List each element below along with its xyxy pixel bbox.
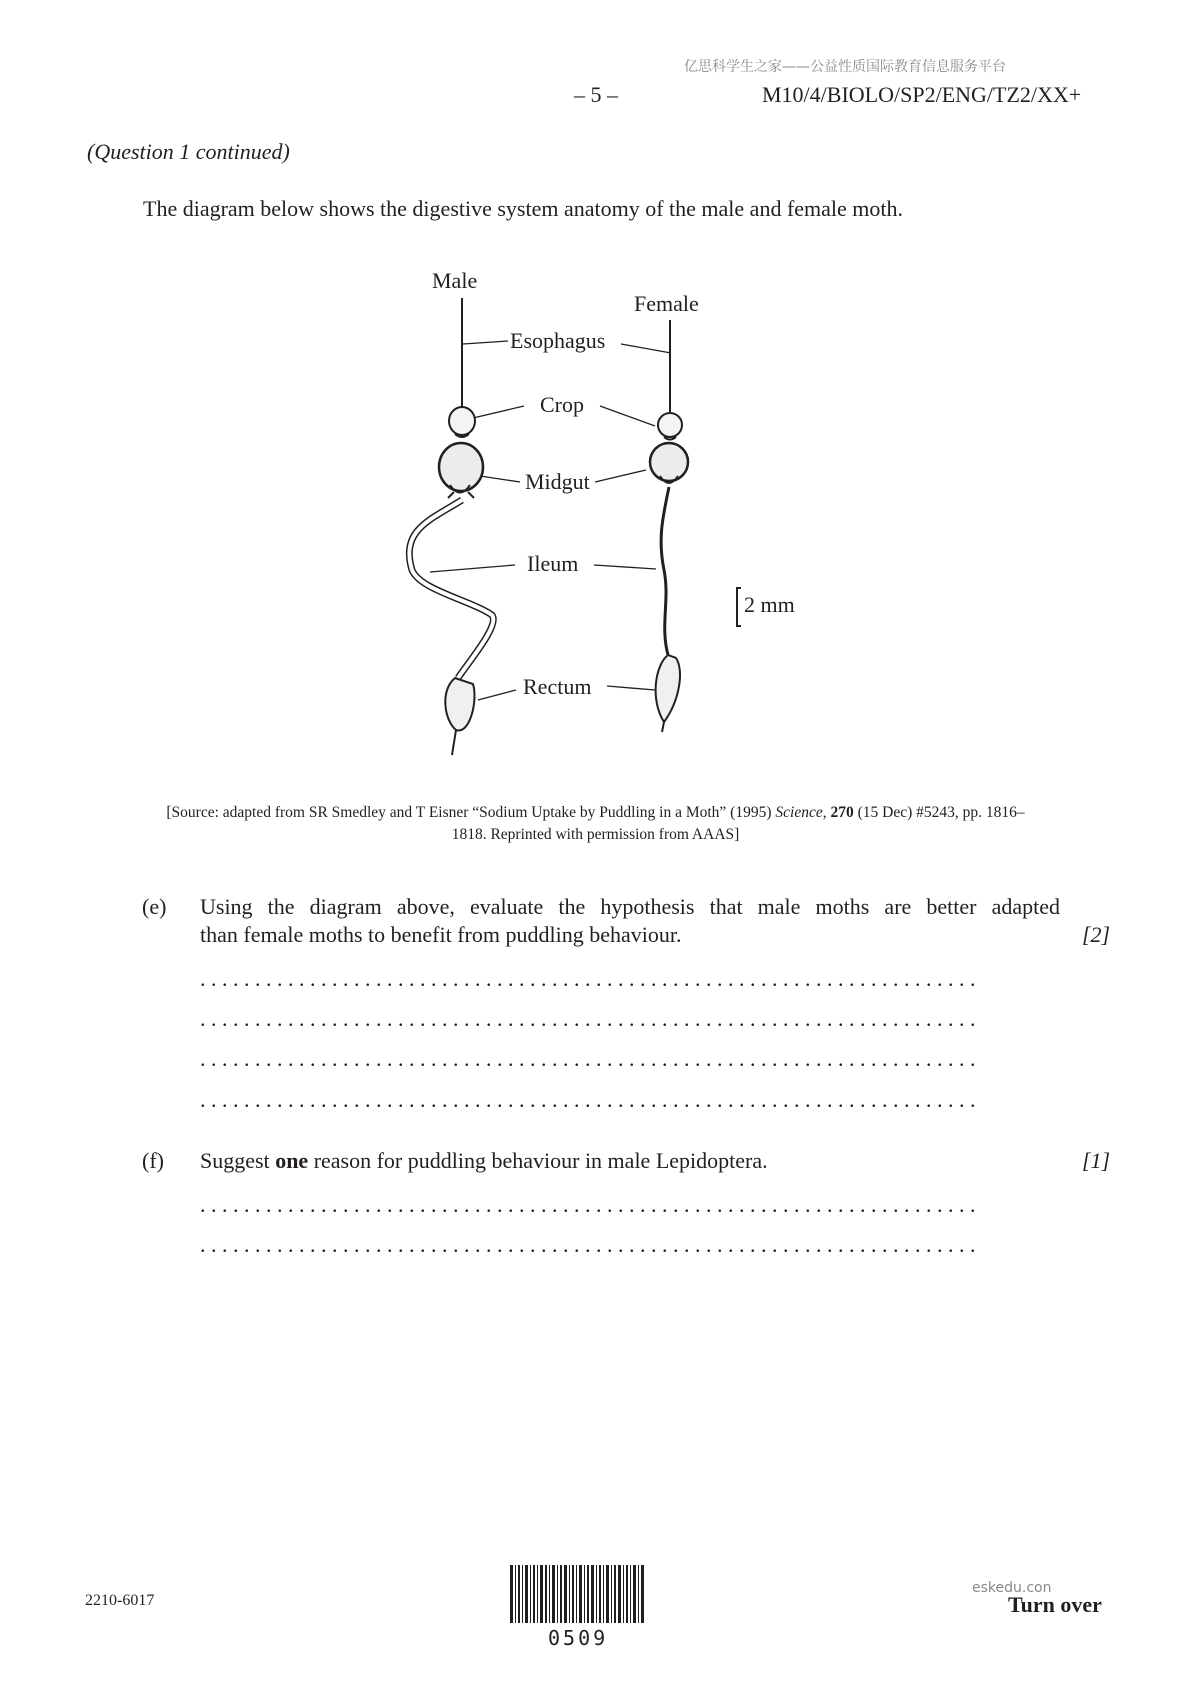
question-e-text-line1: Using the diagram above, evaluate the hypothesis that male moths are better adapted: [200, 894, 1060, 919]
intro-text: The diagram below shows the digestive system anatomy of the male and female moth.: [143, 196, 904, 221]
answer-line-e4[interactable]: . . . . . . . . . . . . . . . . . . . . . . . . . . . . . . . . . . . . . . . . . . . . . . . . . . . . . . . . . . . . . . . . . . . . . . .: [200, 1087, 976, 1112]
barcode-number: 0509: [548, 1626, 609, 1650]
turn-over-text: Turn over: [1008, 1592, 1102, 1617]
paper-code: M10/4/BIOLO/SP2/ENG/TZ2/XX+: [762, 82, 1082, 107]
question-continued: (Question 1 continued): [87, 139, 290, 164]
footer-code: 2210-6017: [85, 1592, 155, 1609]
label-esophagus: Esophagus: [510, 328, 606, 353]
source-citation: [Source: adapted from SR Smedley and T Eisner “Sodium Uptake by Puddling in a Moth” (1995) Science, 270 (15 Dec) #5243, pp. 1816– 1818. Reprinted with permission from AAAS]: [166, 804, 1025, 843]
label-crop: Crop: [540, 392, 584, 417]
question-f-label: (f): [142, 1148, 164, 1173]
question-e-text-line2: than female moths to benefit from puddling behaviour.: [200, 922, 682, 947]
label-midgut: Midgut: [525, 469, 590, 494]
label-ileum: Ileum: [527, 551, 579, 576]
barcode: [510, 1565, 644, 1623]
answer-line-f1[interactable]: . . . . . . . . . . . . . . . . . . . . . . . . . . . . . . . . . . . . . . . . . . . . . . . . . . . . . . . . . . . . . . . . . . . . . . .: [200, 1192, 976, 1217]
answer-line-e3[interactable]: . . . . . . . . . . . . . . . . . . . . . . . . . . . . . . . . . . . . . . . . . . . . . . . . . . . . . . . . . . . . . . . . . . . . . . .: [200, 1046, 976, 1071]
question-e-marks: [2]: [1082, 922, 1111, 947]
page-number: – 5 –: [574, 82, 618, 107]
label-rectum: Rectum: [523, 674, 592, 699]
scale-label: 2 mm: [744, 592, 795, 617]
question-e-label: (e): [142, 894, 167, 919]
answer-line-e2[interactable]: . . . . . . . . . . . . . . . . . . . . . . . . . . . . . . . . . . . . . . . . . . . . . . . . . . . . . . . . . . . . . . . . . . . . . . .: [200, 1006, 976, 1031]
male-label: Male: [432, 268, 478, 293]
answer-line-e1[interactable]: . . . . . . . . . . . . . . . . . . . . . . . . . . . . . . . . . . . . . . . . . . . . . . . . . . . . . . . . . . . . . . . . . . . . . . .: [200, 966, 976, 991]
scale-bar: [737, 588, 741, 626]
question-f-marks: [1]: [1082, 1148, 1111, 1173]
female-label: Female: [634, 291, 699, 316]
site-watermark: eskedu.con: [972, 1580, 1052, 1596]
watermark-text: 亿思科学生之家——公益性质国际教育信息服务平台: [684, 59, 1006, 75]
moth-digestive-diagram: [380, 255, 820, 765]
answer-line-f2[interactable]: . . . . . . . . . . . . . . . . . . . . . . . . . . . . . . . . . . . . . . . . . . . . . . . . . . . . . . . . . . . . . . . . . . . . . . .: [200, 1232, 976, 1257]
question-f-text: Suggest one reason for puddling behaviour in male Lepidoptera.: [200, 1148, 768, 1173]
